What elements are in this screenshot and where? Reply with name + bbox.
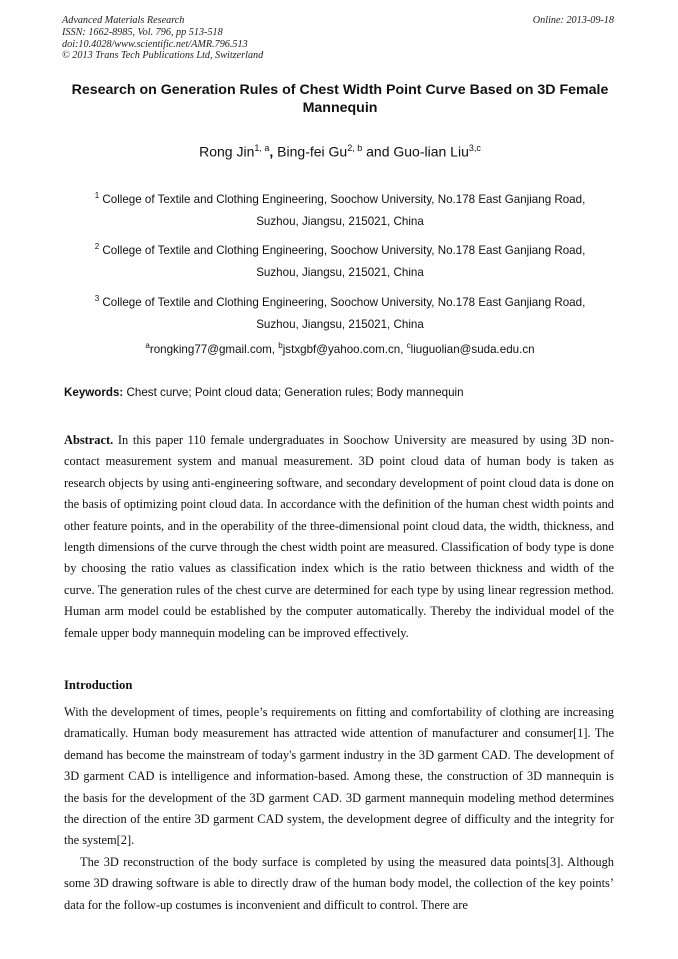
affiliation-line: Suzhou, Jiangsu, 215021, China xyxy=(256,214,424,228)
email-address: jstxgbf@yahoo.com.cn, xyxy=(282,342,404,356)
issn: ISSN: 1662-8985, Vol. 796, pp 513-518 xyxy=(62,26,223,38)
email-sup: c xyxy=(406,341,411,350)
abstract xyxy=(64,430,614,644)
paragraph: The 3D reconstruction of the body surface is completed by using the measured data points[3]. Although some 3D drawing software is able to directly draw of the human body model, the collection of the key points’ data for the follow-up costumes is inconvenient and difficult to control. There are xyxy=(64,854,614,912)
affiliation-1 xyxy=(60,185,620,233)
author-separator: , xyxy=(269,143,274,160)
introduction-heading: Introduction xyxy=(64,678,133,692)
doi: doi:10.4028/www.scientific.net/AMR.796.513 xyxy=(62,38,248,50)
keywords-text: Chest curve; Point cloud data; Generation rules; Body mannequin xyxy=(126,386,464,399)
affiliation-3 xyxy=(60,288,620,336)
email-sup: b xyxy=(278,341,283,350)
affiliation-line: Suzhou, Jiangsu, 215021, China xyxy=(256,265,424,279)
author-name: Guo-lian Liu xyxy=(393,143,469,160)
keywords xyxy=(64,386,620,399)
affiliation-line: College of Textile and Clothing Engineering, Soochow University, No.178 East Ganjiang Road, xyxy=(102,243,586,257)
affiliation-number: 2 xyxy=(94,242,100,251)
abstract-text: In this paper 110 female undergraduates in Soochow University are measured by using 3D non-contact measurement system and manual measurement. 3D point cloud data of human body is taken as research objects by using anti-engineering software, and secondary development of point cloud data is done on the basis of optimizing point cloud data. In accordance with the definition of the human chest width points and other feature points, and in the operability of the three-dimensional point cloud data, the width, thickness, and length dimensions of the curve through the chest width point are measured. Classification of body type is done by choosing the ratio values as classification index which is the ratio between thickness and width of the curve. The generation rules of the chest curve are determined for each type by using linear regression method. Human arm model could be established by the computer automatically. Thereby the individual model of the female upper body mannequin modeling can be improved effectively. xyxy=(64,433,614,640)
author-sup: 3,c xyxy=(468,143,481,153)
affiliation-number: 3 xyxy=(94,294,100,303)
affiliation-line: Suzhou, Jiangsu, 215021, China xyxy=(256,317,424,331)
paper-title: Research on Generation Rules of Chest Width Point Curve Based on 3D Female Mannequin xyxy=(71,82,609,116)
author-name: Rong Jin xyxy=(199,143,255,160)
affiliation-line: College of Textile and Clothing Engineering, Soochow University, No.178 East Ganjiang Road, xyxy=(102,192,586,206)
affiliation-2 xyxy=(60,236,620,284)
email-sup: a xyxy=(145,341,150,350)
paragraph: With the development of times, people’s requirements on fitting and comfortability of clothing are increasing dramatically. Human body measurement has attracted wide attention of manufacturer and consumer[1]. The demand has become the mainstream of today's garment industry in the 3D garment CAD. The development of 3D garment CAD is intelligence and information-based. Among these, the construction of 3D mannequin is the basis for the development of the 3D garment CAD. 3D garment mannequin modeling method determines the direction of the entire 3D garment CAD system, the development degree of difficulty and the integrity for the system[2]. xyxy=(64,705,614,848)
keywords-label: Keywords: xyxy=(64,386,124,399)
copyright: © 2013 Trans Tech Publications Ltd, Switzerland xyxy=(62,50,264,62)
email-address: rongking77@gmail.com, xyxy=(149,342,276,356)
author-separator: and xyxy=(366,143,390,160)
journal-meta xyxy=(62,15,618,62)
affiliation-number: 1 xyxy=(94,191,100,200)
author-sup: 1, a xyxy=(254,143,270,153)
online-date: Online: 2013-09-18 xyxy=(532,15,614,26)
introduction-body xyxy=(64,702,614,916)
author-name: Bing-fei Gu xyxy=(277,143,348,160)
journal-name: Advanced Materials Research xyxy=(62,15,185,26)
abstract-label: Abstract. xyxy=(64,433,114,447)
author-line xyxy=(40,143,640,160)
author-sup: 2, b xyxy=(347,143,363,153)
email-line xyxy=(60,341,620,356)
email-address: liuguolian@suda.edu.cn xyxy=(410,342,535,356)
affiliation-line: College of Textile and Clothing Engineering, Soochow University, No.178 East Ganjiang Road, xyxy=(102,295,586,309)
